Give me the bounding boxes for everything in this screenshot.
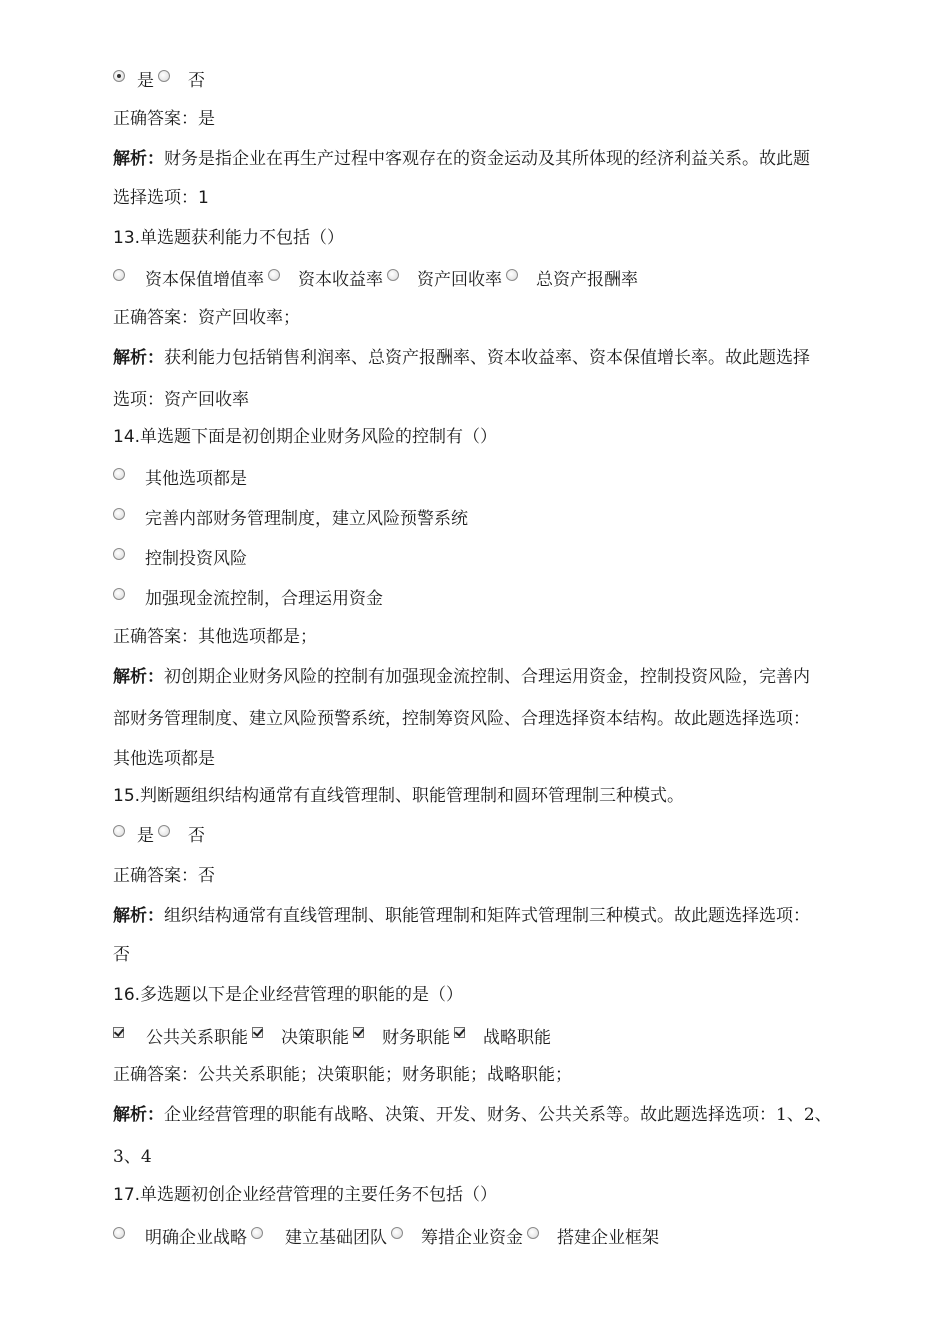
radio-icon[interactable] [387,269,399,281]
radio-icon[interactable] [268,269,280,281]
question-type: 单选题 [140,228,192,248]
q12-analysis [113,148,810,170]
q16-option-1-label: 公共关系职能 [146,1028,248,1048]
question-stem: 初创企业经营管理的主要任务不包括（） [191,1185,498,1205]
q13-option-2-label: 资本收益率 [298,270,383,290]
q12-option-1[interactable] [113,70,154,92]
q16-option-4[interactable] [454,1027,551,1049]
q13-analysis-cont: 选项：资产回收率 [113,390,249,410]
radio-icon[interactable] [113,269,125,281]
q14-option-3-label: 控制投资风险 [145,549,247,569]
question-stem: 获利能力不包括（） [191,228,345,248]
analysis-label: 解析： [113,906,164,926]
question-stem: 以下是企业经营管理的职能的是（） [191,985,464,1005]
q16-title [113,984,463,1006]
q14-analysis [113,666,810,688]
answer-label: 正确答案： [113,627,198,647]
answer-value: 资产回收率； [198,308,300,328]
q13-option-3-label: 资产回收率 [417,270,502,290]
q12-analysis-cont: 选择选项：1 [113,188,209,208]
q14-option-2[interactable] [113,508,468,530]
q14-title [113,426,497,448]
radio-icon[interactable] [506,269,518,281]
answer-value: 是 [198,109,215,129]
answer-value: 其他选项都是； [198,627,317,647]
question-stem: 组织结构通常有直线管理制、职能管理制和圆环管理制三种模式。 [191,786,685,806]
q13-option-3[interactable] [387,269,502,291]
q13-options [113,269,642,291]
q16-answer [113,1064,572,1086]
q12-options [113,70,209,92]
q17-option-4[interactable] [527,1227,659,1249]
radio-icon[interactable] [113,548,125,560]
q16-analysis [113,1104,832,1126]
q15-analysis [113,905,810,927]
radio-icon[interactable] [158,70,170,82]
answer-label: 正确答案： [113,1065,198,1085]
question-number: 16. [113,985,141,1005]
radio-icon[interactable] [113,508,125,520]
question-type: 单选题 [140,427,192,447]
question-type: 多选题 [140,985,192,1005]
analysis-label: 解析： [113,1105,164,1125]
q14-option-1-label: 其他选项都是 [145,469,247,489]
q15-option-2-label: 否 [188,826,205,846]
q13-answer [113,307,300,329]
q14-answer [113,626,317,648]
question-number: 14. [113,427,141,447]
q13-option-1-label: 资本保值增值率 [145,270,264,290]
q15-analysis-cont: 否 [113,945,130,965]
q17-option-4-label: 搭建企业框架 [557,1228,659,1248]
question-stem: 下面是初创期企业财务风险的控制有（） [191,427,498,447]
q12-option-1-label: 是 [137,71,154,91]
answer-label: 正确答案： [113,866,198,886]
radio-selected-icon[interactable] [113,70,125,82]
analysis-label: 解析： [113,667,164,687]
q15-option-1-label: 是 [137,826,154,846]
question-number: 15. [113,786,141,806]
q15-option-2[interactable] [158,825,205,847]
q12-option-2[interactable] [158,70,205,92]
checkbox-checked-icon[interactable] [454,1027,465,1038]
q15-answer [113,865,215,887]
q13-option-2[interactable] [268,269,383,291]
q17-option-2[interactable] [251,1227,387,1249]
q14-option-1[interactable] [113,468,247,490]
radio-icon[interactable] [113,588,125,600]
radio-icon[interactable] [527,1227,539,1239]
question-type: 单选题 [140,1185,192,1205]
analysis-text: 财务是指企业在再生产过程中客观存在的资金运动及其所体现的经济利益关系。故此题 [164,149,810,169]
q17-option-2-label: 建立基础团队 [285,1228,387,1248]
analysis-text: 初创期企业财务风险的控制有加强现金流控制、合理运用资金，控制投资风险，完善内 [164,667,810,687]
analysis-text: 组织结构通常有直线管理制、职能管理制和矩阵式管理制三种模式。故此题选择选项： [164,906,810,926]
q17-option-3-label: 筹措企业资金 [421,1228,523,1248]
q17-option-1[interactable] [113,1227,247,1249]
analysis-text: 企业经营管理的职能有战略、决策、开发、财务、公共关系等。故此题选择选项：1、2、 [164,1105,832,1125]
radio-icon[interactable] [113,1227,125,1239]
q13-option-1[interactable] [113,269,264,291]
radio-icon[interactable] [251,1227,263,1239]
q14-option-4-label: 加强现金流控制，合理运用资金 [145,589,383,609]
q17-option-3[interactable] [391,1227,523,1249]
q14-option-4[interactable] [113,588,383,610]
q17-option-1-label: 明确企业战略 [145,1228,247,1248]
checkbox-checked-icon[interactable] [353,1027,364,1038]
q13-option-4-label: 总资产报酬率 [536,270,638,290]
answer-value: 否 [198,866,215,886]
q14-analysis-cont: 部财务管理制度、建立风险预警系统，控制筹资风险、合理选择资本结构。故此题选择选项： [113,709,810,729]
analysis-text: 获利能力包括销售利润率、总资产报酬率、资本收益率、资本保值增长率。故此题选择 [164,348,810,368]
q14-option-2-label: 完善内部财务管理制度，建立风险预警系统 [145,509,468,529]
radio-icon[interactable] [113,825,125,837]
question-number: 17. [113,1185,141,1205]
radio-icon[interactable] [113,468,125,480]
analysis-label: 解析： [113,348,164,368]
q12-option-2-label: 否 [188,71,205,91]
q16-option-3[interactable] [353,1027,450,1049]
answer-label: 正确答案： [113,308,198,328]
q13-option-4[interactable] [506,269,638,291]
q15-option-1[interactable] [113,825,154,847]
q13-analysis [113,347,810,369]
question-type: 判断题 [140,786,192,806]
q16-option-4-label: 战略职能 [483,1028,551,1048]
q15-options [113,825,209,847]
checkbox-checked-icon[interactable] [252,1027,263,1038]
q12-answer [113,108,215,130]
q16-option-1[interactable] [113,1027,248,1049]
q17-title [113,1184,497,1206]
q13-title [113,227,344,249]
q16-option-2-label: 决策职能 [281,1028,349,1048]
checkbox-checked-icon[interactable] [113,1027,124,1038]
q14-analysis-cont: 其他选项都是 [113,749,215,769]
q17-options [113,1227,663,1249]
radio-icon[interactable] [158,825,170,837]
answer-label: 正确答案： [113,109,198,129]
q15-title [113,785,684,807]
question-number: 13. [113,228,141,248]
analysis-label: 解析： [113,149,164,169]
answer-value: 公共关系职能；决策职能；财务职能；战略职能； [198,1065,572,1085]
q16-options [113,1027,555,1049]
q16-analysis-cont: 3、4 [113,1147,152,1167]
q16-option-3-label: 财务职能 [382,1028,450,1048]
q16-option-2[interactable] [252,1027,349,1049]
radio-icon[interactable] [391,1227,403,1239]
q14-option-3[interactable] [113,548,247,570]
